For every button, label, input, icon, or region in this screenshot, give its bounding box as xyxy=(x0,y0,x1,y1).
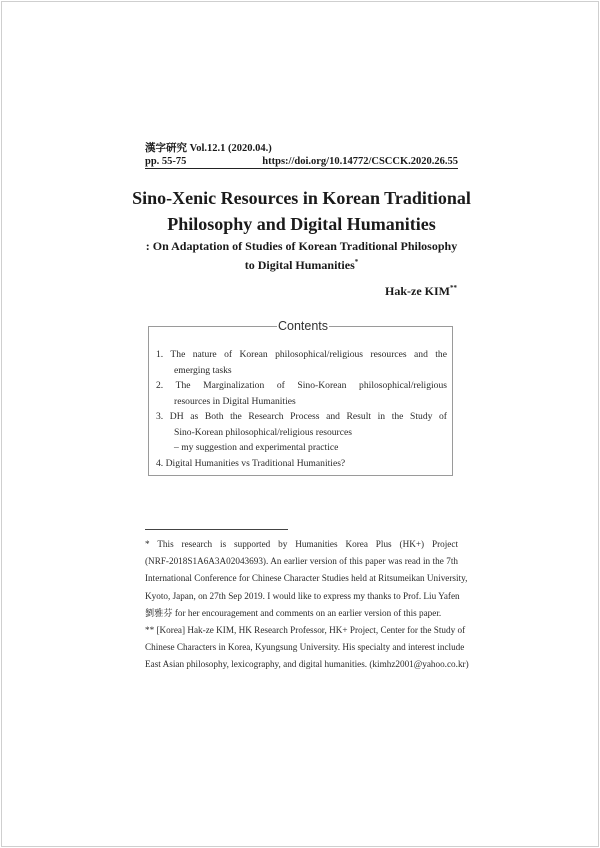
header-rule xyxy=(145,168,458,169)
table-of-contents xyxy=(156,347,447,471)
toc-item-1[interactable]: 1. The nature of Korean philosophical/religious resources and the xyxy=(156,349,447,360)
journal-meta-row xyxy=(145,156,458,167)
toc-item-4[interactable]: 4. Digital Humanities vs Traditional Humanities? xyxy=(156,457,346,469)
paper-title xyxy=(110,185,493,237)
toc-item-1-cont: emerging tasks xyxy=(174,364,232,376)
author-name: Hak-ze KIM xyxy=(385,284,450,298)
footnote-2-line-3: East Asian philosophy, lexicography, and digital humanities. (kimhz2001@yahoo.co.kr) xyxy=(145,659,469,670)
title-line-2: Philosophy and Digital Humanities xyxy=(167,214,436,234)
doi-link[interactable]: https://doi.org/10.14772/CSCCK.2020.26.55 xyxy=(262,156,458,167)
contents-heading: Contents xyxy=(277,319,329,333)
subtitle-line-2 xyxy=(110,256,493,275)
footnote-rule xyxy=(145,529,288,530)
subtitle-line-2-text: to Digital Humanities xyxy=(244,258,355,272)
title-line-1: Sino-Xenic Resources in Korean Traditional xyxy=(132,188,471,208)
footnote-2-line-1: ** [Korea] Hak-ze KIM, HK Research Professor, HK+ Project, Center for the Study of xyxy=(145,625,466,636)
toc-item-3[interactable]: 3. DH as Both the Research Process and Result in the Study of xyxy=(156,411,447,422)
toc-item-3-cont-2: – my suggestion and experimental practice xyxy=(174,442,339,453)
footnote-2-line-2: Chinese Characters in Korea, Kyungsung University. His specialty and interest include xyxy=(145,642,465,653)
journal-name-volume: 漢字硏究 Vol.12.1 (2020.04.) xyxy=(145,143,272,154)
footnote-1-line-1: * This research is supported by Humanities Korea Plus (HK+) Project xyxy=(145,539,458,549)
toc-item-2-cont: resources in Digital Humanities xyxy=(174,395,296,407)
footnote-1-line-3: International Conference for Chinese Character Studies held at Ritsumeikan University, xyxy=(145,573,468,584)
toc-item-2[interactable]: 2. The Marginalization of Sino-Korean philosophical/religious xyxy=(156,380,447,391)
author xyxy=(385,284,457,299)
author-footnote-mark: ** xyxy=(450,284,457,292)
footnote-1-line-4: Kyoto, Japan, on 27th Sep 2019. I would like to express my thanks to Prof. Liu Yafen xyxy=(145,590,460,601)
footnotes xyxy=(145,536,469,674)
footnote-2 xyxy=(145,622,469,674)
footnote-1-line-5: 劉雅芬 for her encouragement and comments on an earlier version of this paper. xyxy=(145,607,442,618)
subtitle-line-1: : On Adaptation of Studies of Korean Traditional Philosophy xyxy=(145,239,458,253)
subtitle-footnote-mark: * xyxy=(354,258,359,266)
footnote-1-line-2: (NRF-2018S1A6A3A02043693). An earlier version of this paper was read in the 7th xyxy=(145,556,458,567)
paper-subtitle xyxy=(110,237,493,275)
toc-item-3-cont-1: Sino-Korean philosophical/religious resources xyxy=(174,426,352,438)
footnote-1 xyxy=(145,536,468,622)
page-range: pp. 55-75 xyxy=(145,156,187,167)
